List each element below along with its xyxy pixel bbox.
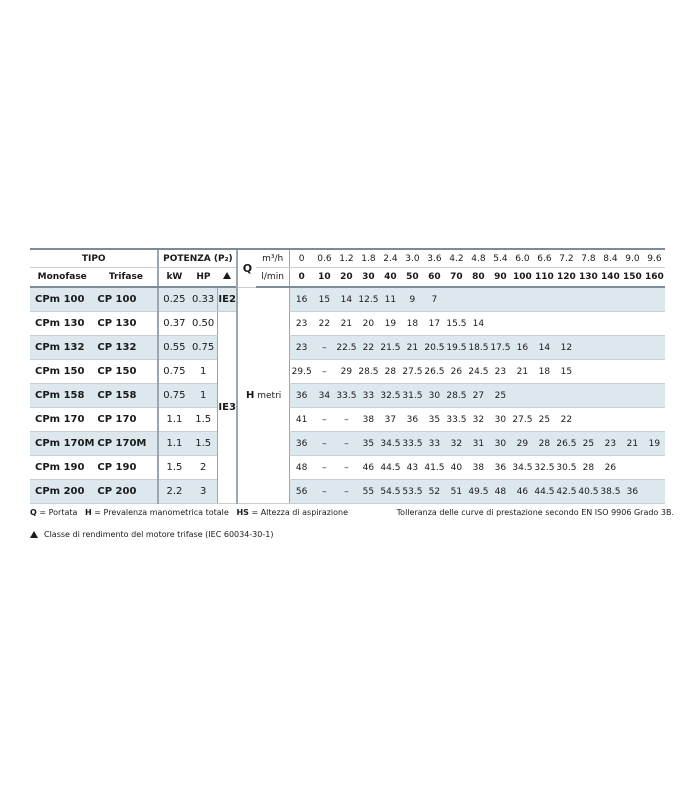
head-value: 26: [599, 456, 621, 480]
triangle-icon: [223, 272, 231, 279]
model-trifase: CP 100: [94, 287, 158, 312]
head-value: 28: [533, 432, 555, 456]
model-monofase: CPm 158: [30, 384, 94, 408]
power-hp: 2: [189, 456, 217, 480]
head-value: 28: [577, 456, 599, 480]
head-value: [577, 312, 599, 336]
head-value: 32: [467, 408, 489, 432]
head-value: 52: [423, 480, 445, 504]
q-symbol: Q: [237, 249, 256, 287]
table-row: [30, 456, 665, 480]
power-kw: 0.25: [158, 287, 189, 312]
head-value: [621, 336, 643, 360]
hs-key: HS: [236, 508, 249, 517]
head-value: 56: [289, 480, 313, 504]
q-lmin-value: 120: [555, 268, 577, 288]
model-monofase: CPm 190: [30, 456, 94, 480]
q-lmin-value: 90: [489, 268, 511, 288]
head-value: 30: [423, 384, 445, 408]
power-hp: 0.75: [189, 336, 217, 360]
head-value: 32.5: [379, 384, 401, 408]
table-row: [30, 360, 665, 384]
head-value: 33: [357, 384, 379, 408]
head-value: 40: [445, 456, 467, 480]
model-trifase: CP 190: [94, 456, 158, 480]
head-value: –: [335, 432, 357, 456]
head-value: 21: [335, 312, 357, 336]
head-value: [643, 408, 665, 432]
head-value: [533, 312, 555, 336]
table-row: [30, 312, 665, 336]
head-value: [599, 384, 621, 408]
q-m3h-value: 2.4: [379, 249, 401, 268]
q-lmin-value: 80: [467, 268, 489, 288]
triangle-icon: [30, 531, 38, 538]
q-m3h-value: 9.6: [643, 249, 665, 268]
head-value: [511, 287, 533, 312]
head-value: 18: [533, 360, 555, 384]
head-value: 53.5: [401, 480, 423, 504]
head-value: [643, 312, 665, 336]
head-label-cell: [237, 287, 289, 504]
power-hp: 1: [189, 360, 217, 384]
head-value: 29.5: [289, 360, 313, 384]
head-value: [599, 336, 621, 360]
q-unit-m3h: m³/h: [256, 249, 289, 268]
q-lmin-value: 150: [621, 268, 643, 288]
head-value: 23: [489, 360, 511, 384]
model-monofase: CPm 100: [30, 287, 94, 312]
head-value: –: [313, 432, 335, 456]
hs-desc: = Altezza di aspirazione: [248, 508, 349, 517]
power-kw: 0.75: [158, 360, 189, 384]
footnote-legend: [30, 508, 674, 517]
head-value: 36: [621, 480, 643, 504]
power-hp: 0.50: [189, 312, 217, 336]
head-value: –: [313, 408, 335, 432]
head-value: [511, 384, 533, 408]
q-m3h-value: 3.6: [423, 249, 445, 268]
head-value: [621, 360, 643, 384]
head-value: 17: [423, 312, 445, 336]
kw-header: kW: [158, 268, 189, 288]
head-value: 25: [577, 432, 599, 456]
head-value: 51: [445, 480, 467, 504]
head-value: [643, 287, 665, 312]
q-lmin-value: 110: [533, 268, 555, 288]
head-value: 19.5: [445, 336, 467, 360]
model-trifase: CP 200: [94, 480, 158, 504]
q-lmin-value: 160: [643, 268, 665, 288]
head-value: 14: [467, 312, 489, 336]
q-m3h-value: 0: [289, 249, 313, 268]
power-hp: 1.5: [189, 408, 217, 432]
head-value: 33.5: [401, 432, 423, 456]
tolerance-note: Tolleranza delle curve di prestazione secondo EN ISO 9906 Grado 3B.: [396, 508, 674, 517]
head-symbol: H: [246, 390, 255, 401]
head-value: 7: [423, 287, 445, 312]
head-value: 25: [533, 408, 555, 432]
pump-spec-table: [30, 248, 665, 504]
head-value: 21: [401, 336, 423, 360]
power-hp: 0.33: [189, 287, 217, 312]
potenza-header: POTENZA (P₂): [158, 249, 237, 268]
power-hp: 3: [189, 480, 217, 504]
table-row: [30, 336, 665, 360]
q-m3h-value: 4.8: [467, 249, 489, 268]
q-lmin-value: 140: [599, 268, 621, 288]
efficiency-class-header: [217, 268, 237, 288]
head-value: 22.5: [335, 336, 357, 360]
q-lmin-value: 40: [379, 268, 401, 288]
head-value: 30: [489, 408, 511, 432]
model-trifase: CP 130: [94, 312, 158, 336]
head-value: 48: [489, 480, 511, 504]
head-value: –: [313, 336, 335, 360]
head-value: 31: [467, 432, 489, 456]
model-trifase: CP 150: [94, 360, 158, 384]
q-m3h-value: 7.8: [577, 249, 599, 268]
power-hp: 1: [189, 384, 217, 408]
q-unit-lmin: l/min: [256, 268, 289, 288]
head-value: –: [313, 480, 335, 504]
head-value: 29: [335, 360, 357, 384]
head-value: [577, 384, 599, 408]
head-value: 26.5: [555, 432, 577, 456]
efficiency-class-ie3: IE3: [217, 312, 237, 504]
h-key: H: [85, 508, 92, 517]
head-value: [555, 287, 577, 312]
head-value: 32.5: [533, 456, 555, 480]
head-value: 38: [357, 408, 379, 432]
head-value: 33.5: [335, 384, 357, 408]
head-value: 23: [289, 312, 313, 336]
head-value: 24.5: [467, 360, 489, 384]
head-value: 34: [313, 384, 335, 408]
head-value: 22: [357, 336, 379, 360]
head-value: 43: [401, 456, 423, 480]
head-value: 14: [335, 287, 357, 312]
head-value: 19: [643, 432, 665, 456]
head-value: 26.5: [423, 360, 445, 384]
head-value: 9: [401, 287, 423, 312]
head-value: [555, 384, 577, 408]
head-value: 14: [533, 336, 555, 360]
head-value: 48: [289, 456, 313, 480]
efficiency-class-ie2: IE2: [217, 287, 237, 312]
model-monofase: CPm 200: [30, 480, 94, 504]
head-value: 22: [555, 408, 577, 432]
power-kw: 1.1: [158, 432, 189, 456]
table-row: [30, 287, 665, 312]
q-m3h-value: 8.4: [599, 249, 621, 268]
head-value: [577, 287, 599, 312]
q-m3h-value: 4.2: [445, 249, 467, 268]
head-value: 35: [423, 408, 445, 432]
head-value: 46: [357, 456, 379, 480]
table-row: [30, 432, 665, 456]
power-kw: 2.2: [158, 480, 189, 504]
head-value: 12.5: [357, 287, 379, 312]
q-lmin-value: 70: [445, 268, 467, 288]
head-value: [577, 360, 599, 384]
head-value: 27.5: [511, 408, 533, 432]
head-value: 21: [621, 432, 643, 456]
head-value: [577, 408, 599, 432]
head-value: 49.5: [467, 480, 489, 504]
head-value: [467, 287, 489, 312]
head-value: 33.5: [445, 408, 467, 432]
head-value: 11: [379, 287, 401, 312]
power-kw: 0.75: [158, 384, 189, 408]
q-m3h-value: 1.8: [357, 249, 379, 268]
head-value: 16: [511, 336, 533, 360]
head-value: 36: [289, 432, 313, 456]
tipo-header: TIPO: [30, 249, 158, 268]
q-lmin-value: 20: [335, 268, 357, 288]
head-value: [577, 336, 599, 360]
head-value: 28: [379, 360, 401, 384]
head-value: 31.5: [401, 384, 423, 408]
head-value: [643, 384, 665, 408]
head-value: [533, 384, 555, 408]
q-lmin-value: 10: [313, 268, 335, 288]
head-value: [599, 287, 621, 312]
head-value: 18.5: [467, 336, 489, 360]
efficiency-note: Classe di rendimento del motore trifase (IEC 60034-30-1): [44, 530, 274, 539]
head-value: 36: [289, 384, 313, 408]
head-value: –: [335, 480, 357, 504]
power-kw: 1.5: [158, 456, 189, 480]
table-row: [30, 480, 665, 504]
table-row: [30, 384, 665, 408]
head-value: 20.5: [423, 336, 445, 360]
head-value: 42.5: [555, 480, 577, 504]
q-m3h-value: 6.6: [533, 249, 555, 268]
head-value: 15: [313, 287, 335, 312]
head-value: [489, 287, 511, 312]
head-value: 38: [467, 456, 489, 480]
power-kw: 0.55: [158, 336, 189, 360]
head-value: 21.5: [379, 336, 401, 360]
model-trifase: CP 132: [94, 336, 158, 360]
head-value: [643, 336, 665, 360]
model-monofase: CPm 170M: [30, 432, 94, 456]
head-value: 32: [445, 432, 467, 456]
power-kw: 1.1: [158, 408, 189, 432]
head-value: 44.5: [533, 480, 555, 504]
monofase-header: Monofase: [30, 268, 94, 288]
head-value: [533, 287, 555, 312]
head-value: 41: [289, 408, 313, 432]
q-m3h-value: 9.0: [621, 249, 643, 268]
q-m3h-value: 1.2: [335, 249, 357, 268]
q-m3h-value: 5.4: [489, 249, 511, 268]
q-key: Q: [30, 508, 37, 517]
q-lmin-value: 50: [401, 268, 423, 288]
head-value: 35: [357, 432, 379, 456]
head-value: [599, 312, 621, 336]
head-value: [599, 360, 621, 384]
head-value: 44.5: [379, 456, 401, 480]
head-value: 54.5: [379, 480, 401, 504]
footnote-efficiency: [30, 530, 674, 539]
head-value: 29: [511, 432, 533, 456]
head-value: 19: [379, 312, 401, 336]
power-hp: 1.5: [189, 432, 217, 456]
head-value: [621, 287, 643, 312]
q-m3h-value: 0.6: [313, 249, 335, 268]
head-value: [489, 312, 511, 336]
head-value: 21: [511, 360, 533, 384]
head-value: 23: [599, 432, 621, 456]
head-value: 28.5: [445, 384, 467, 408]
head-value: 37: [379, 408, 401, 432]
head-value: [621, 384, 643, 408]
head-value: [643, 360, 665, 384]
head-value: 25: [489, 384, 511, 408]
q-lmin-value: 130: [577, 268, 599, 288]
head-value: 36: [489, 456, 511, 480]
head-value: –: [335, 408, 357, 432]
model-monofase: CPm 132: [30, 336, 94, 360]
q-lmin-value: 30: [357, 268, 379, 288]
head-value: 30: [489, 432, 511, 456]
head-value: [555, 312, 577, 336]
head-value: 46: [511, 480, 533, 504]
head-value: [643, 480, 665, 504]
head-unit: metri: [257, 391, 282, 401]
head-value: 15.5: [445, 312, 467, 336]
head-value: 27: [467, 384, 489, 408]
head-value: [621, 408, 643, 432]
model-trifase: CP 158: [94, 384, 158, 408]
model-trifase: CP 170: [94, 408, 158, 432]
table-row: [30, 408, 665, 432]
head-value: –: [313, 360, 335, 384]
model-monofase: CPm 150: [30, 360, 94, 384]
head-value: 18: [401, 312, 423, 336]
head-value: 36: [401, 408, 423, 432]
head-value: 20: [357, 312, 379, 336]
head-value: 34.5: [379, 432, 401, 456]
q-m3h-value: 7.2: [555, 249, 577, 268]
q-lmin-value: 0: [289, 268, 313, 288]
head-value: [643, 456, 665, 480]
q-lmin-value: 60: [423, 268, 445, 288]
q-m3h-value: 6.0: [511, 249, 533, 268]
hp-header: HP: [189, 268, 217, 288]
head-value: 38.5: [599, 480, 621, 504]
q-lmin-value: 100: [511, 268, 533, 288]
head-value: 55: [357, 480, 379, 504]
h-desc: = Prevalenza manometrica totale: [91, 508, 237, 517]
head-value: 34.5: [511, 456, 533, 480]
head-value: [621, 456, 643, 480]
head-value: [445, 287, 467, 312]
model-monofase: CPm 170: [30, 408, 94, 432]
head-value: –: [313, 456, 335, 480]
head-value: 27.5: [401, 360, 423, 384]
head-value: 23: [289, 336, 313, 360]
head-value: 17.5: [489, 336, 511, 360]
trifase-header: Trifase: [94, 268, 158, 288]
head-value: –: [335, 456, 357, 480]
head-value: [621, 312, 643, 336]
head-value: 15: [555, 360, 577, 384]
model-monofase: CPm 130: [30, 312, 94, 336]
q-m3h-value: 3.0: [401, 249, 423, 268]
head-value: [511, 312, 533, 336]
head-value: 26: [445, 360, 467, 384]
head-value: 41.5: [423, 456, 445, 480]
head-value: 12: [555, 336, 577, 360]
q-desc: = Portata: [36, 508, 86, 517]
head-value: 16: [289, 287, 313, 312]
head-value: 33: [423, 432, 445, 456]
head-value: 30.5: [555, 456, 577, 480]
power-kw: 0.37: [158, 312, 189, 336]
head-value: 40.5: [577, 480, 599, 504]
head-value: [599, 408, 621, 432]
model-trifase: CP 170M: [94, 432, 158, 456]
head-value: 28.5: [357, 360, 379, 384]
head-value: 22: [313, 312, 335, 336]
